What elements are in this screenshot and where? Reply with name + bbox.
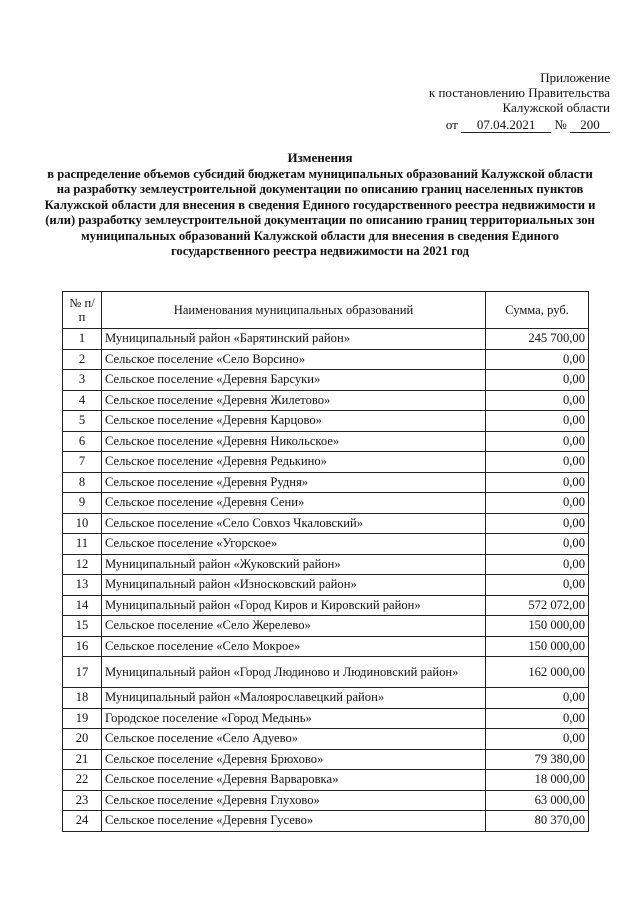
row-num: 9 [63,493,102,514]
row-name: Муниципальный район «Город Людиново и Людиновский район» [102,657,486,688]
row-name: Муниципальный район «Город Киров и Кировский район» [102,595,486,616]
row-name: Сельское поселение «Село Мокрое» [102,636,486,657]
from-label: от [445,117,458,132]
header-sum: Сумма, руб. [486,292,589,329]
document-title [40,150,600,260]
row-num: 21 [63,749,102,770]
row-sum: 0,00 [486,708,589,729]
row-sum: 0,00 [486,729,589,750]
row-sum: 0,00 [486,431,589,452]
row-num: 19 [63,708,102,729]
row-name: Сельское поселение «Деревня Варваровка» [102,770,486,791]
row-name: Сельское поселение «Деревня Рудня» [102,472,486,493]
row-name: Сельское поселение «Деревня Сени» [102,493,486,514]
row-name: Сельское поселение «Село Ворсино» [102,349,486,370]
row-num: 3 [63,370,102,391]
table-row [63,554,589,575]
row-sum: 79 380,00 [486,749,589,770]
row-sum: 162 000,00 [486,657,589,688]
table-row [63,431,589,452]
table-row [63,534,589,555]
table-row [63,329,589,350]
table-row [63,472,589,493]
row-sum: 0,00 [486,390,589,411]
row-name: Сельское поселение «Деревня Барсуки» [102,370,486,391]
row-name: Сельское поселение «Село Совхоз Чкаловский» [102,513,486,534]
decree-number: 200 [570,117,610,133]
table-row [63,688,589,709]
row-num: 8 [63,472,102,493]
table-row [63,811,589,832]
row-num: 11 [63,534,102,555]
table-row [63,636,589,657]
appendix-title: Приложение [540,70,610,85]
table-row [63,390,589,411]
row-name: Сельское поселение «Деревня Глухово» [102,790,486,811]
table-row [63,616,589,637]
row-sum: 18 000,00 [486,770,589,791]
row-name: Сельское поселение «Угорское» [102,534,486,555]
row-sum: 0,00 [486,452,589,473]
row-num: 7 [63,452,102,473]
table-row [63,513,589,534]
row-name: Сельское поселение «Деревня Жилетово» [102,390,486,411]
row-num: 12 [63,554,102,575]
row-sum: 0,00 [486,575,589,596]
row-name: Муниципальный район «Износковский район» [102,575,486,596]
decree-date: 07.04.2021 [461,117,551,133]
row-sum: 0,00 [486,349,589,370]
appendix-decree-ref: к постановлению Правительства [428,85,610,100]
table-row [63,657,589,688]
decree-date-number [350,117,610,133]
table-row [63,770,589,791]
row-num: 22 [63,770,102,791]
row-sum: 0,00 [486,472,589,493]
row-num: 6 [63,431,102,452]
row-sum: 0,00 [486,493,589,514]
appendix-header [350,70,610,133]
row-num: 18 [63,688,102,709]
row-num: 16 [63,636,102,657]
row-sum: 150 000,00 [486,636,589,657]
table-row [63,349,589,370]
row-sum: 0,00 [486,411,589,432]
row-sum: 0,00 [486,513,589,534]
table-header-row [63,292,589,329]
row-name: Городское поселение «Город Медынь» [102,708,486,729]
row-name: Муниципальный район «Барятинский район» [102,329,486,350]
row-num: 10 [63,513,102,534]
row-num: 13 [63,575,102,596]
row-sum: 572 072,00 [486,595,589,616]
row-name: Сельское поселение «Деревня Карцово» [102,411,486,432]
appendix-region: Калужской области [502,100,610,115]
row-name: Сельское поселение «Деревня Гусево» [102,811,486,832]
table-row [63,790,589,811]
row-num: 17 [63,657,102,688]
row-sum: 0,00 [486,554,589,575]
row-num: 20 [63,729,102,750]
row-num: 4 [63,390,102,411]
row-num: 14 [63,595,102,616]
row-sum: 150 000,00 [486,616,589,637]
table-row [63,729,589,750]
row-sum: 0,00 [486,534,589,555]
table-row [63,493,589,514]
number-label: № [554,117,567,132]
title-heading: Изменения [287,150,353,165]
row-num: 5 [63,411,102,432]
row-name: Сельское поселение «Село Адуево» [102,729,486,750]
row-sum: 245 700,00 [486,329,589,350]
row-name: Муниципальный район «Малоярославецкий район» [102,688,486,709]
header-num: № п/п [63,292,102,329]
row-name: Сельское поселение «Деревня Брюхово» [102,749,486,770]
table-row [63,708,589,729]
row-num: 24 [63,811,102,832]
row-num: 23 [63,790,102,811]
table-row [63,370,589,391]
row-sum: 63 000,00 [486,790,589,811]
title-body: в распределение объемов субсидий бюджетам муниципальных образований Калужской области на разработку землеустроительной документации по описанию границ населенных пунктов Калужской области для внесения в сведения Единого государственного реестра недвижимости и (или) разработку землеустроительной документации по описанию границ территориальных зон муниципальных образований Калужской области для внесения в сведения Единого государственного реестра недвижимости на 2021 год [44,166,596,258]
header-name: Наименования муниципальных образований [102,292,486,329]
row-name: Сельское поселение «Деревня Редькино» [102,452,486,473]
row-num: 15 [63,616,102,637]
row-sum: 80 370,00 [486,811,589,832]
table-row [63,411,589,432]
table-row [63,749,589,770]
row-num: 1 [63,329,102,350]
table-row [63,452,589,473]
table-row [63,595,589,616]
row-sum: 0,00 [486,370,589,391]
row-num: 2 [63,349,102,370]
row-sum: 0,00 [486,688,589,709]
row-name: Сельское поселение «Деревня Никольское» [102,431,486,452]
subsidy-table [62,291,589,832]
row-name: Муниципальный район «Жуковский район» [102,554,486,575]
table-row [63,575,589,596]
row-name: Сельское поселение «Село Жерелево» [102,616,486,637]
